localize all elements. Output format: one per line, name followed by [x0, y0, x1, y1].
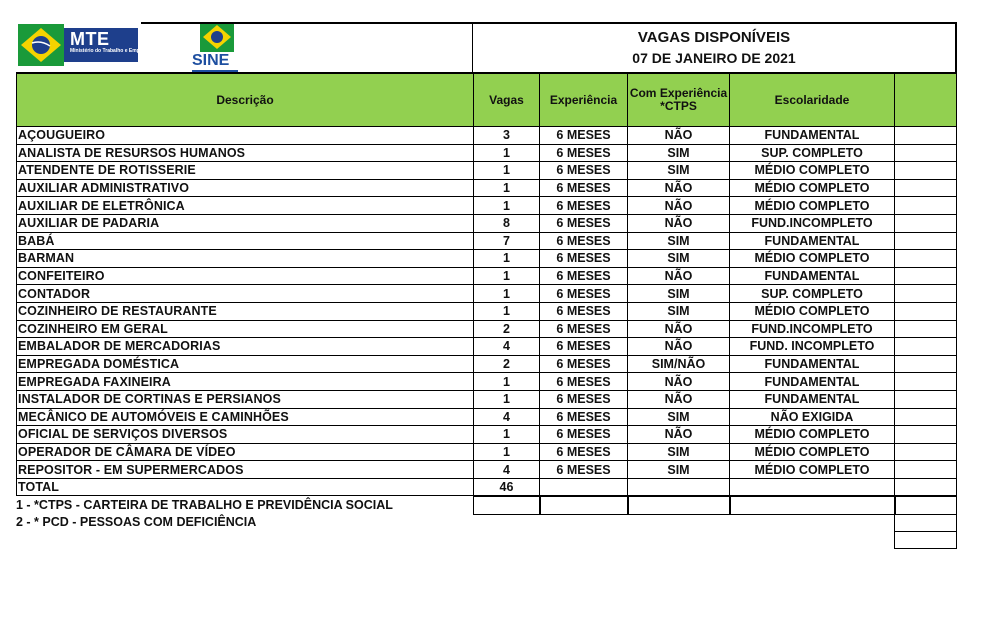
empty-cell: [539, 496, 629, 515]
cell-vagas: 1: [474, 443, 540, 461]
table-row: [17, 338, 957, 356]
cell-vagas: 1: [474, 179, 540, 197]
table-row: [17, 355, 957, 373]
cell-experiencia: 6 MESES: [540, 267, 628, 285]
page-title: VAGAS DISPONÍVEIS: [637, 29, 791, 46]
cell-vagas: 4: [474, 461, 540, 479]
cell-extra: [895, 179, 957, 197]
cell-extra: [895, 162, 957, 180]
cell-experiencia: 6 MESES: [540, 373, 628, 391]
cell-escolaridade: FUNDAMENTAL: [730, 390, 895, 408]
total-empty: [540, 478, 628, 496]
total-label: TOTAL: [17, 478, 474, 496]
sine-logo-text: SINE: [192, 52, 230, 69]
cell-experiencia: 6 MESES: [540, 197, 628, 215]
cell-experiencia: 6 MESES: [540, 426, 628, 444]
cell-experiencia: 6 MESES: [540, 214, 628, 232]
table-header-row: [17, 73, 957, 127]
cell-extra: [895, 320, 957, 338]
empty-cell: [894, 514, 957, 532]
cell-experiencia: 6 MESES: [540, 144, 628, 162]
cell-escolaridade: SUP. COMPLETO: [730, 285, 895, 303]
cell-descricao: EMPREGADA FAXINEIRA: [17, 373, 474, 391]
cell-descricao: MECÂNICO DE AUTOMÓVEIS E CAMINHÕES: [17, 408, 474, 426]
cell-descricao: AUXILIAR DE ELETRÔNICA: [17, 197, 474, 215]
cell-descricao: OPERADOR DE CÂMARA DE VÍDEO: [17, 443, 474, 461]
cell-extra: [895, 355, 957, 373]
cell-escolaridade: NÃO EXIGIDA: [730, 408, 895, 426]
cell-extra: [895, 408, 957, 426]
table-row: [17, 373, 957, 391]
table-row: [17, 144, 957, 162]
cell-experiencia: 6 MESES: [540, 408, 628, 426]
cell-escolaridade: FUND.INCOMPLETO: [730, 214, 895, 232]
cell-extra: [895, 232, 957, 250]
cell-descricao: EMBALADOR DE MERCADORIAS: [17, 338, 474, 356]
total-empty: [895, 478, 957, 496]
total-empty: [628, 478, 730, 496]
cell-vagas: 1: [474, 373, 540, 391]
table-row: [17, 426, 957, 444]
cell-descricao: CONFEITEIRO: [17, 267, 474, 285]
empty-cell: [729, 496, 896, 515]
cell-extra: [895, 127, 957, 145]
cell-ctps: NÃO: [628, 127, 730, 145]
column-header-descricao: Descrição: [17, 73, 474, 127]
cell-extra: [895, 338, 957, 356]
cell-extra: [895, 443, 957, 461]
cell-escolaridade: MÉDIO COMPLETO: [730, 302, 895, 320]
table-row: [17, 250, 957, 268]
cell-vagas: 1: [474, 144, 540, 162]
table-row: [17, 127, 957, 145]
cell-ctps: SIM: [628, 144, 730, 162]
cell-escolaridade: MÉDIO COMPLETO: [730, 461, 895, 479]
column-header-extra: [895, 73, 957, 127]
mte-logo-text: MTE: [70, 29, 110, 49]
empty-cell: [473, 496, 541, 515]
cell-descricao: BARMAN: [17, 250, 474, 268]
cell-extra: [895, 144, 957, 162]
logos: [16, 22, 472, 72]
total-value: 46: [474, 478, 540, 496]
cell-ctps: NÃO: [628, 214, 730, 232]
cell-vagas: 1: [474, 285, 540, 303]
cell-extra: [895, 373, 957, 391]
cell-ctps: NÃO: [628, 426, 730, 444]
cell-escolaridade: FUNDAMENTAL: [730, 267, 895, 285]
cell-ctps: SIM: [628, 408, 730, 426]
cell-escolaridade: FUND. INCOMPLETO: [730, 338, 895, 356]
cell-ctps: SIM: [628, 285, 730, 303]
cell-experiencia: 6 MESES: [540, 127, 628, 145]
cell-ctps: SIM: [628, 461, 730, 479]
footnote-pcd: 2 - * PCD - PESSOAS COM DEFICIÊNCIA: [16, 515, 257, 530]
footnote-ctps: 1 - *CTPS - CARTEIRA DE TRABALHO E PREVIDÊNCIA SOCIAL: [16, 498, 393, 513]
cell-escolaridade: MÉDIO COMPLETO: [730, 443, 895, 461]
cell-ctps: NÃO: [628, 320, 730, 338]
cell-experiencia: 6 MESES: [540, 443, 628, 461]
page-date: 07 DE JANEIRO DE 2021: [632, 50, 796, 66]
vacancies-table: [16, 72, 957, 496]
cell-extra: [895, 426, 957, 444]
cell-escolaridade: MÉDIO COMPLETO: [730, 179, 895, 197]
footnotes: [16, 496, 956, 556]
cell-vagas: 2: [474, 320, 540, 338]
cell-descricao: AÇOUGUEIRO: [17, 127, 474, 145]
cell-experiencia: 6 MESES: [540, 461, 628, 479]
cell-ctps: NÃO: [628, 179, 730, 197]
column-header-com-experiencia: Com Experiência *CTPS: [628, 73, 730, 127]
table-row: [17, 197, 957, 215]
cell-escolaridade: FUNDAMENTAL: [730, 355, 895, 373]
sine-flag-icon: [200, 22, 234, 52]
cell-descricao: OFICIAL DE SERVIÇOS DIVERSOS: [17, 426, 474, 444]
table-row: [17, 162, 957, 180]
table-row: [17, 320, 957, 338]
table-row: [17, 179, 957, 197]
cell-ctps: NÃO: [628, 390, 730, 408]
mte-logo: [64, 28, 151, 62]
cell-experiencia: 6 MESES: [540, 179, 628, 197]
cell-experiencia: 6 MESES: [540, 390, 628, 408]
empty-cell: [894, 496, 957, 515]
cell-extra: [895, 250, 957, 268]
cell-descricao: COZINHEIRO EM GERAL: [17, 320, 474, 338]
table-row: [17, 390, 957, 408]
cell-escolaridade: MÉDIO COMPLETO: [730, 197, 895, 215]
cell-experiencia: 6 MESES: [540, 338, 628, 356]
sheet-header: [16, 22, 956, 72]
cell-experiencia: 6 MESES: [540, 250, 628, 268]
cell-ctps: NÃO: [628, 338, 730, 356]
cell-experiencia: 6 MESES: [540, 320, 628, 338]
cell-descricao: CONTADOR: [17, 285, 474, 303]
table-row: [17, 285, 957, 303]
cell-experiencia: 6 MESES: [540, 355, 628, 373]
cell-escolaridade: MÉDIO COMPLETO: [730, 250, 895, 268]
cell-ctps: SIM: [628, 302, 730, 320]
cell-experiencia: 6 MESES: [540, 162, 628, 180]
cell-experiencia: 6 MESES: [540, 302, 628, 320]
empty-cell: [894, 531, 957, 549]
cell-descricao: BABÁ: [17, 232, 474, 250]
table-row: [17, 461, 957, 479]
cell-descricao: ANALISTA DE RESURSOS HUMANOS: [17, 144, 474, 162]
cell-extra: [895, 461, 957, 479]
cell-ctps: SIM: [628, 162, 730, 180]
cell-ctps: NÃO: [628, 267, 730, 285]
sine-underline: [192, 70, 238, 72]
cell-vagas: 1: [474, 250, 540, 268]
top-rule: [141, 22, 472, 24]
brazil-flag-icon: [18, 24, 64, 66]
cell-ctps: NÃO: [628, 373, 730, 391]
cell-descricao: ATENDENTE DE ROTISSERIE: [17, 162, 474, 180]
cell-vagas: 4: [474, 338, 540, 356]
cell-vagas: 1: [474, 162, 540, 180]
cell-descricao: INSTALADOR DE CORTINAS E PERSIANOS: [17, 390, 474, 408]
empty-cell: [627, 496, 731, 515]
column-header-experiencia: Experiência: [540, 73, 628, 127]
cell-vagas: 1: [474, 390, 540, 408]
cell-vagas: 7: [474, 232, 540, 250]
total-row: [17, 478, 957, 496]
cell-vagas: 1: [474, 426, 540, 444]
cell-escolaridade: FUNDAMENTAL: [730, 373, 895, 391]
cell-experiencia: 6 MESES: [540, 285, 628, 303]
cell-escolaridade: FUND.INCOMPLETO: [730, 320, 895, 338]
cell-extra: [895, 197, 957, 215]
cell-vagas: 1: [474, 302, 540, 320]
job-listing-sheet: [16, 22, 956, 556]
mte-logo-subtitle: Ministério do Trabalho e Emprego: [70, 48, 151, 54]
cell-vagas: 8: [474, 214, 540, 232]
cell-escolaridade: MÉDIO COMPLETO: [730, 162, 895, 180]
cell-descricao: COZINHEIRO DE RESTAURANTE: [17, 302, 474, 320]
cell-experiencia: 6 MESES: [540, 232, 628, 250]
title-box: [472, 22, 957, 72]
cell-extra: [895, 390, 957, 408]
cell-vagas: 3: [474, 127, 540, 145]
cell-descricao: AUXILIAR DE PADARIA: [17, 214, 474, 232]
table-row: [17, 302, 957, 320]
cell-extra: [895, 267, 957, 285]
cell-extra: [895, 214, 957, 232]
cell-escolaridade: MÉDIO COMPLETO: [730, 426, 895, 444]
cell-descricao: EMPREGADA DOMÉSTICA: [17, 355, 474, 373]
cell-vagas: 2: [474, 355, 540, 373]
table-row: [17, 443, 957, 461]
table-body: [17, 127, 957, 479]
cell-vagas: 1: [474, 267, 540, 285]
cell-vagas: 1: [474, 197, 540, 215]
cell-vagas: 4: [474, 408, 540, 426]
cell-ctps: SIM: [628, 443, 730, 461]
cell-ctps: SIM: [628, 232, 730, 250]
cell-escolaridade: FUNDAMENTAL: [730, 232, 895, 250]
table-row: [17, 267, 957, 285]
cell-ctps: SIM/NÃO: [628, 355, 730, 373]
table-row: [17, 408, 957, 426]
cell-ctps: SIM: [628, 250, 730, 268]
table-row: [17, 232, 957, 250]
column-header-escolaridade: Escolaridade: [730, 73, 895, 127]
cell-extra: [895, 285, 957, 303]
cell-extra: [895, 302, 957, 320]
cell-escolaridade: FUNDAMENTAL: [730, 127, 895, 145]
column-header-vagas: Vagas: [474, 73, 540, 127]
total-empty: [730, 478, 895, 496]
cell-descricao: AUXILIAR ADMINISTRATIVO: [17, 179, 474, 197]
cell-ctps: NÃO: [628, 197, 730, 215]
table-row: [17, 214, 957, 232]
cell-descricao: REPOSITOR - EM SUPERMERCADOS: [17, 461, 474, 479]
cell-escolaridade: SUP. COMPLETO: [730, 144, 895, 162]
